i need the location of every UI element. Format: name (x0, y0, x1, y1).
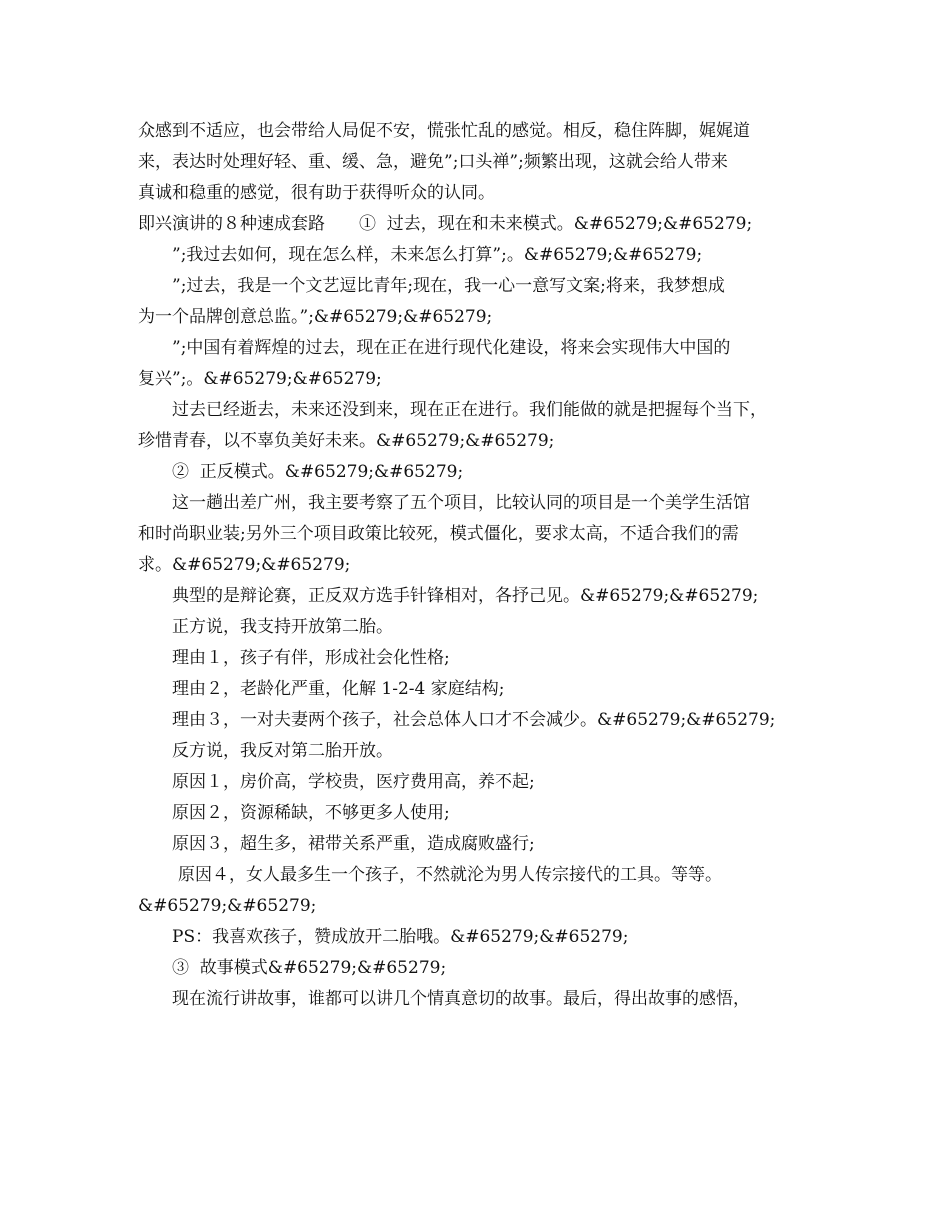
list-item: 原因３，超生多，裙带关系严重，造成腐败盛行; (172, 834, 535, 854)
text-line: ”;过去，我是一个文艺逗比青年;现在，我一心一意写文案;将来，我梦想成 (172, 276, 725, 296)
section-heading-line: ② 正反模式。&#65279;&#65279; (172, 462, 464, 482)
list-item: 理由２，老龄化严重，化解 1-2-4 家庭结构; (172, 679, 505, 699)
list-item: 原因１，房价高，学校贵，医疗费用高，养不起; (172, 772, 535, 792)
text-line: 真诚和稳重的感觉，很有助于获得听众的认同。 (138, 183, 495, 203)
text-line: 典型的是辩论赛，正反双方选手针锋相对，各抒己见。&#65279;&#65279; (172, 586, 759, 606)
list-item: 原因４，女人最多生一个孩子，不然就沦为男人传宗接代的工具。等等。 (178, 865, 722, 885)
text-line: 复兴”;。&#65279;&#65279; (138, 369, 382, 389)
section-heading-line: ③ 故事模式&#65279;&#65279; (172, 958, 447, 978)
text-line: 众感到不适应，也会带给人局促不安，慌张忙乱的感觉。相反，稳住阵脚，娓娓道 (138, 121, 750, 141)
list-item: 理由３，一对夫妻两个孩子，社会总体人口才不会减少。&#65279;&#65279; (172, 710, 776, 730)
document-body (138, 116, 818, 1015)
text-line: 珍惜青春，以不辜负美好未来。&#65279;&#65279; (138, 431, 555, 451)
text-line: &#65279;&#65279; (138, 896, 317, 916)
text-line: 和时尚职业装;另外三个项目政策比较死，模式僵化，要求太高，不适合我们的需 (138, 524, 739, 544)
text-line: ”;我过去如何，现在怎么样，未来怎么打算”;。&#65279;&#65279; (172, 245, 703, 265)
text-line: 来，表达时处理好轻、重、缓、急，避免”;口头禅”;频繁出现，这就会给人带来 (138, 152, 728, 172)
text-line: 为一个品牌创意总监。”;&#65279;&#65279; (138, 307, 493, 327)
text-line: ”;中国有着辉煌的过去，现在正在进行现代化建设，将来会实现伟大中国的 (172, 338, 731, 358)
list-item: 理由１，孩子有伴，形成社会化性格; (172, 648, 450, 668)
section-heading-line: 即兴演讲的８种速成套路 ① 过去，现在和未来模式。&#65279;&#65279; (138, 214, 753, 234)
text-line: 现在流行讲故事，谁都可以讲几个情真意切的故事。最后，得出故事的感悟， (172, 989, 750, 1009)
text-line: 求。&#65279;&#65279; (138, 555, 351, 575)
text-line: 这一趟出差广州，我主要考察了五个项目，比较认同的项目是一个美学生活馆 (172, 493, 750, 513)
text-line: 过去已经逝去，未来还没到来，现在正在进行。我们能做的就是把握每个当下， (172, 400, 767, 420)
list-item: 原因２，资源稀缺，不够更多人使用; (172, 803, 450, 823)
text-line: 反方说，我反对第二胎开放。 (172, 741, 393, 761)
text-line: 正方说，我支持开放第二胎。 (172, 617, 393, 637)
text-line: PS：我喜欢孩子，赞成放开二胎哦。&#65279;&#65279; (172, 927, 629, 947)
